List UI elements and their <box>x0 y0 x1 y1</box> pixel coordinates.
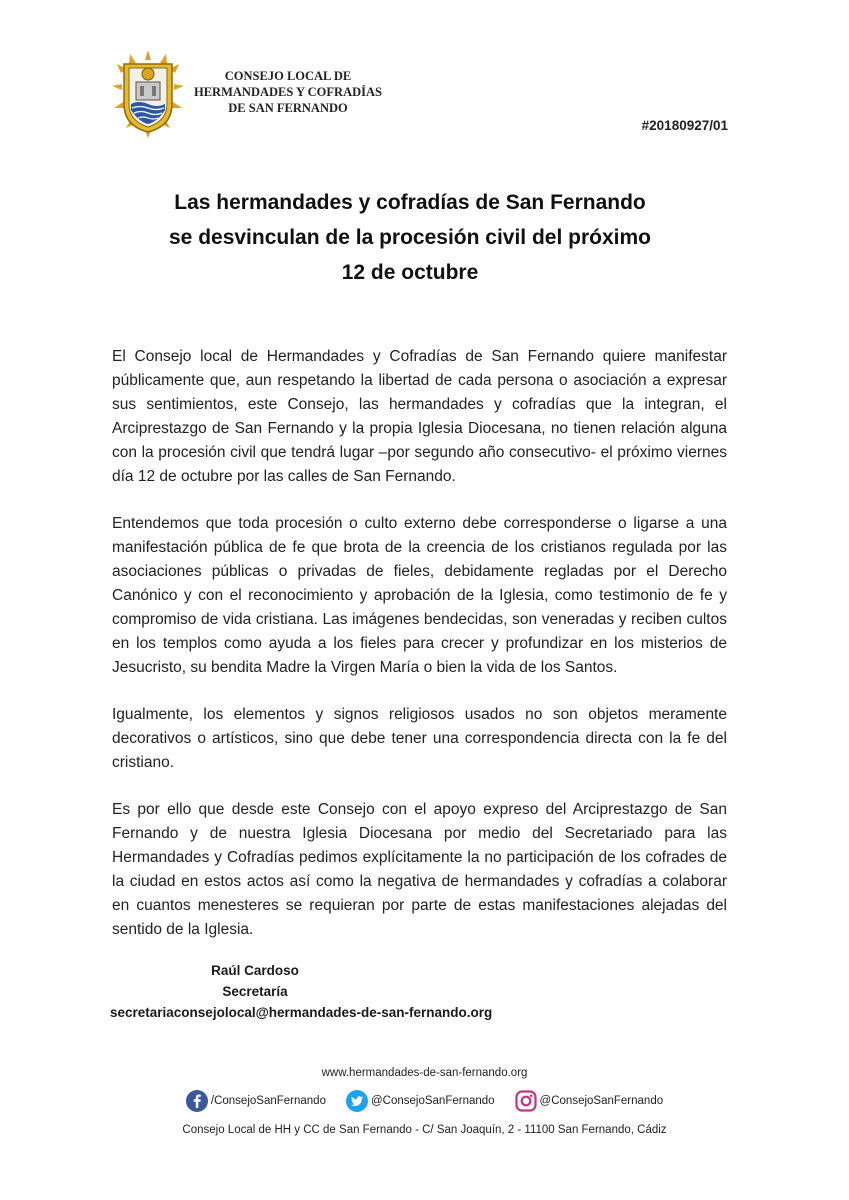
paragraph-2: Entendemos que toda procesión o culto externo debe corresponderse o ligarse a una manifestación pública de fe que brota de la creencia de los cristianos regulada por las asociaciones públicas o privadas de fieles, debidamente regladas por el Derecho Canónico y con el reconocimiento y aprobación de la Iglesia, como testimonio de fe y compromiso de vida cristiana. Las imágenes bendecidas, son veneradas y reciben cultos en los templos como ayuda a los fieles para crecer y profundizar en los misterios de Jesucristo, su bendita Madre la Virgen María o bien la vida de los Santos. <box>112 515 727 676</box>
twitter-handle: @ConsejoSanFernando <box>370 1095 495 1107</box>
instagram-icon <box>515 1090 537 1112</box>
org-name-line-3: DE SAN FERNANDO <box>228 101 348 115</box>
signature-block <box>110 960 510 1023</box>
body-text <box>112 345 727 965</box>
paragraph-1: El Consejo local de Hermandades y Cofradías de San Fernando quiere manifestar públicamente que, aun respetando la libertad de cada persona o asociación a expresar sus sentimientos, este Consejo, las hermandades y cofradías que la integran, el Arciprestazgo de San Fernando y la propia Iglesia Diocesana, no tienen relación alguna con la procesión civil que tendrá lugar –por segundo año consecutivo- el próximo viernes día 12 de octubre por las calles de San Fernando. <box>112 348 727 485</box>
paragraph-3: Igualmente, los elementos y signos religiosos usados no son objetos meramente decorativos o artísticos, sino que debe tener una correspondencia directa con la fe del cristiano. <box>112 706 727 771</box>
headline <box>100 185 720 290</box>
instagram-handle: @ConsejoSanFernando <box>539 1095 664 1107</box>
paragraph-4: Es por ello que desde este Consejo con el apoyo expreso del Arciprestazgo de San Fernando y de nuestra Iglesia Diocesana por medio del Secretariado para las Hermandades y Cofradías pedimos explícitamente la no participación de los cofrades de la ciudad en estos actos así como la negativa de hermandades y cofradías a colaborar en cuantos menesteres se requieran por parte de estas manifestaciones alejadas del sentido de la Iglesia. <box>112 801 727 938</box>
social-links <box>0 1090 849 1112</box>
facebook-handle: /ConsejoSanFernando <box>210 1095 326 1107</box>
signatory-role: Secretaría <box>222 984 288 999</box>
document-reference: #20180927/01 <box>641 118 728 133</box>
headline-line-3: 12 de octubre <box>341 261 479 284</box>
facebook-icon <box>186 1090 208 1112</box>
signatory-email[interactable]: secretariaconsejolocal@hermandades-de-san-fernando.org <box>110 1005 493 1020</box>
headline-line-1: Las hermandades y cofradías de San Fernando <box>174 191 646 214</box>
twitter-icon <box>346 1090 368 1112</box>
facebook-link[interactable] <box>186 1090 326 1112</box>
footer-address: Consejo Local de HH y CC de San Fernando - C/ San Joaquín, 2 - 11100 San Fernando, Cádiz <box>182 1124 667 1136</box>
instagram-link[interactable] <box>515 1090 664 1112</box>
crest-logo <box>112 50 184 138</box>
organization-name <box>188 68 388 116</box>
headline-line-2: se desvinculan de la procesión civil del próximo <box>169 226 651 249</box>
twitter-link[interactable] <box>346 1090 495 1112</box>
org-name-line-1: CONSEJO LOCAL DE <box>224 69 352 83</box>
website-link[interactable]: www.hermandades-de-san-fernando.org <box>321 1067 528 1079</box>
org-name-line-2: HERMANDADES Y COFRADÍAS <box>194 85 382 99</box>
signatory-name: Raúl Cardoso <box>211 963 299 978</box>
